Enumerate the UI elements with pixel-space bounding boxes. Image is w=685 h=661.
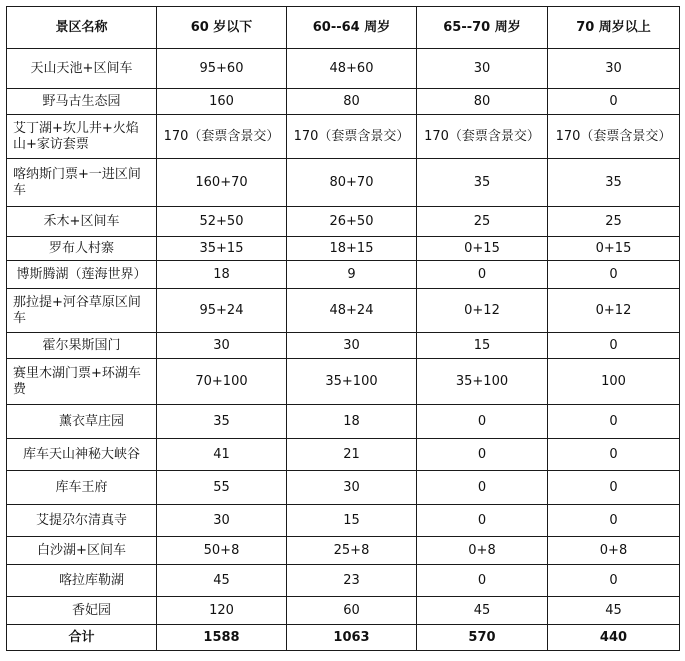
price-cell: 80 [417,89,548,115]
price-cell: 0 [548,471,680,505]
price-cell: 48+24 [287,289,417,333]
price-cell: 0 [548,261,680,289]
price-cell: 170（套票含景交） [548,115,680,159]
table-row [7,537,680,565]
price-cell: 170（套票含景交） [417,115,548,159]
price-cell: 30 [417,49,548,89]
price-cell: 120 [157,597,287,625]
table-row [7,115,680,159]
table-row [7,471,680,505]
price-cell: 0 [548,505,680,537]
header-row [7,7,680,49]
price-cell: 41 [157,439,287,471]
price-cell: 25+8 [287,537,417,565]
table-row [7,505,680,537]
price-cell: 160+70 [157,159,287,207]
price-cell: 9 [287,261,417,289]
price-cell: 170（套票含景交） [157,115,287,159]
price-cell: 45 [157,565,287,597]
price-cell: 0 [417,505,548,537]
price-cell: 52+50 [157,207,287,237]
table-row [7,261,680,289]
scenic-name-cell: 野马古生态园 [7,89,157,115]
scenic-name-cell: 薰衣草庄园 [7,405,157,439]
table-row [7,289,680,333]
header-60-64: 60--64 周岁 [287,7,417,49]
price-cell: 0 [548,89,680,115]
price-cell: 80 [287,89,417,115]
price-cell: 0 [417,565,548,597]
price-cell: 0 [548,405,680,439]
price-cell: 70+100 [157,359,287,405]
price-cell: 35 [548,159,680,207]
price-cell: 30 [548,49,680,89]
price-cell: 35+100 [417,359,548,405]
price-cell: 0 [417,439,548,471]
table-row [7,159,680,207]
scenic-name-cell: 赛里木湖门票+环湖车费 [7,359,157,405]
scenic-name-cell: 罗布人村寨 [7,237,157,261]
table-row [7,237,680,261]
scenic-name-cell: 霍尔果斯国门 [7,333,157,359]
scenic-name-cell: 库车天山神秘大峡谷 [7,439,157,471]
scenic-name-cell: 禾木+区间车 [7,207,157,237]
scenic-name-cell: 香妃园 [7,597,157,625]
price-cell: 0 [417,261,548,289]
price-cell: 0+12 [417,289,548,333]
total-cell: 440 [548,625,680,651]
price-cell: 0 [548,439,680,471]
price-cell: 0 [548,565,680,597]
price-cell: 35+100 [287,359,417,405]
price-cell: 15 [287,505,417,537]
price-cell: 15 [417,333,548,359]
price-cell: 30 [157,505,287,537]
table-row [7,333,680,359]
price-cell: 0 [417,471,548,505]
price-cell: 0+12 [548,289,680,333]
price-cell: 23 [287,565,417,597]
price-cell: 25 [548,207,680,237]
price-cell: 18 [287,405,417,439]
price-cell: 48+60 [287,49,417,89]
scenic-name-cell: 喀纳斯门票+一进区间车 [7,159,157,207]
total-cell: 1588 [157,625,287,651]
price-cell: 18 [157,261,287,289]
price-cell: 60 [287,597,417,625]
table-row [7,405,680,439]
table-row [7,359,680,405]
price-cell: 30 [157,333,287,359]
price-cell: 35+15 [157,237,287,261]
price-cell: 170（套票含景交） [287,115,417,159]
price-cell: 0+8 [417,537,548,565]
price-cell: 100 [548,359,680,405]
ticket-price-table [6,6,680,651]
table-row [7,439,680,471]
price-cell: 0+8 [548,537,680,565]
price-cell: 50+8 [157,537,287,565]
total-row [7,625,680,651]
scenic-name-cell: 艾丁湖+坎儿井+火焰山+家访套票 [7,115,157,159]
price-cell: 45 [417,597,548,625]
price-cell: 55 [157,471,287,505]
table-row [7,49,680,89]
scenic-name-cell: 库车王府 [7,471,157,505]
scenic-name-cell: 喀拉库勒湖 [7,565,157,597]
scenic-name-cell: 白沙湖+区间车 [7,537,157,565]
price-cell: 35 [417,159,548,207]
price-cell: 0 [548,333,680,359]
header-65-70: 65--70 周岁 [417,7,548,49]
price-cell: 18+15 [287,237,417,261]
price-cell: 80+70 [287,159,417,207]
scenic-name-cell: 天山天池+区间车 [7,49,157,89]
table-row [7,565,680,597]
header-under-60: 60 岁以下 [157,7,287,49]
price-cell: 95+24 [157,289,287,333]
table-row [7,89,680,115]
price-cell: 21 [287,439,417,471]
scenic-name-cell: 那拉提+河谷草原区间车 [7,289,157,333]
header-over-70: 70 周岁以上 [548,7,680,49]
total-label: 合计 [7,625,157,651]
price-cell: 0+15 [548,237,680,261]
total-cell: 1063 [287,625,417,651]
table-row [7,597,680,625]
price-cell: 45 [548,597,680,625]
price-cell: 35 [157,405,287,439]
table-row [7,207,680,237]
price-cell: 160 [157,89,287,115]
price-cell: 26+50 [287,207,417,237]
price-cell: 0 [417,405,548,439]
header-scenic-name: 景区名称 [7,7,157,49]
price-cell: 30 [287,471,417,505]
scenic-name-cell: 艾提尕尔清真寺 [7,505,157,537]
price-cell: 30 [287,333,417,359]
price-cell: 25 [417,207,548,237]
price-cell: 0+15 [417,237,548,261]
price-cell: 95+60 [157,49,287,89]
total-cell: 570 [417,625,548,651]
scenic-name-cell: 博斯腾湖（莲海世界） [7,261,157,289]
